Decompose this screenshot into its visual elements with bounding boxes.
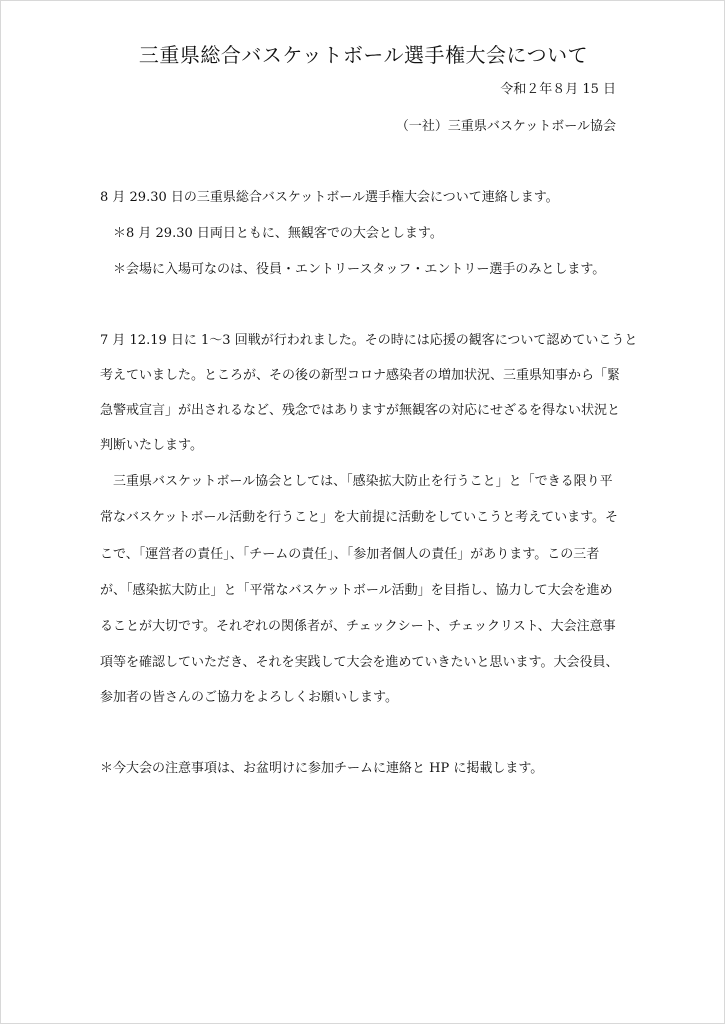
page-title: 三重県総合バスケットボール選手権大会について	[138, 43, 589, 67]
paragraph2-line: が、「感染拡大防止」と「平常なバスケットボール活動」を目指し、協力して大会を進め	[100, 583, 613, 598]
paragraph2-line: 三重県バスケットボール協会としては、「感染拡大防止を行うこと」と「できる限り平	[113, 474, 613, 489]
paragraph1-line: 7 月 12.19 日に 1～3 回戦が行われました。その時には応援の観客について認めていこうと	[100, 333, 638, 348]
paragraph1-line: 急警戒宣言」が出されるなど、残念ではありますが無観客の対応にせざるを得ない状況と	[100, 403, 621, 418]
closing-note: ＊今大会の注意事項は、お盆明けに参加チームに連絡と HP に掲載します。	[100, 761, 544, 776]
issuer-name: （一社）三重県バスケットボール協会	[395, 119, 616, 134]
paragraph2-line: 常なバスケットボール活動を行うこと」を大前提に活動をしていこうと考えています。そ	[100, 510, 619, 525]
paragraph2-line: 項等を確認していただき、それを実践して大会を進めていきたいと思います。大会役員、	[100, 655, 619, 670]
paragraph2-line: ることが大切です。それぞれの関係者が、チェックシート、チェックリスト、大会注意事	[100, 619, 616, 634]
paragraph1-line: 判断いたします。	[100, 438, 203, 453]
paragraph2-line: こで、「運営者の責任」、「チームの責任」、「参加者個人の責任」があります。この三者	[100, 547, 600, 562]
intro-bullet-no-spectators: ＊8 月 29.30 日両日ともに、無観客での大会とします。	[113, 226, 443, 241]
intro-bullet-admission: ＊会場に入場可なのは、役員・エントリースタッフ・エントリー選手のみとします。	[113, 262, 606, 277]
intro-line: 8 月 29.30 日の三重県総合バスケットボール選手権大会について連絡します。	[100, 190, 559, 205]
paragraph1-line: 考えていました。ところが、その後の新型コロナ感染者の増加状況、三重県知事から「緊	[100, 368, 621, 383]
document-date: 令和２年８月 15 日	[500, 82, 616, 97]
paragraph2-line: 参加者の皆さんのご協力をよろしくお願いします。	[100, 690, 398, 705]
